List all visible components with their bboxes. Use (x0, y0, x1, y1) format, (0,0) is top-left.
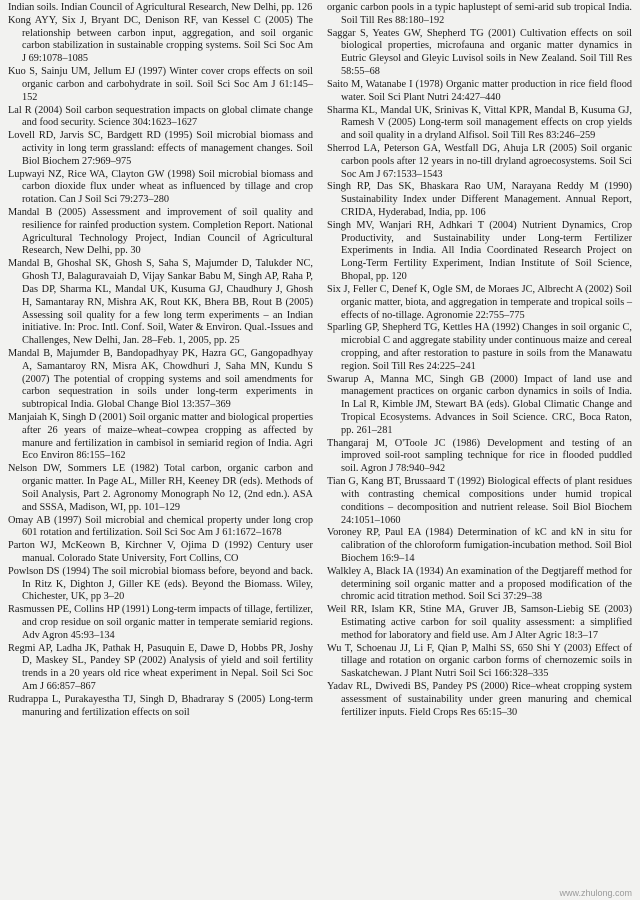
reference-entry: Saito M, Watanabe I (1978) Organic matter production in rice field flood water. Soil Sci Plant Nutri 24:427–440 (327, 78, 632, 103)
reference-entry: Sharma KL, Mandal UK, Srinivas K, Vittal KPR, Mandal B, Kusuma GJ, Ramesh V (2005) Long-term soil management effects on crop yields and soil quality in a dryland Alfisol. Soil Till Res 83:246–259 (327, 104, 632, 142)
reference-entry: organic carbon pools in a typic haplustept of semi-arid sub tropical India. Soil Till Res 88:180–192 (327, 2, 632, 26)
reference-entry: Mandal B, Ghoshal SK, Ghosh S, Saha S, Majumder D, Talukder NC, Ghosh TJ, Balaguravaiah D, Vijay Sankar Babu M, Singh AP, Raha P, Das DP, Sharma KL, Mandal UK, Kusuma GJ, Chaudhury J, Ghosh H, Samantaray RN, Mishra AK, Rout KK, Bhera BB, Rout B (2005) Assessing soil quality for a few long term experiments – an Indian initiative. In: Proc. Intl. Conf. Soil, Water & Environ. Qual.-Issues and Challenges, New Delhi, Jan. 28–Feb. 1, 2005, pp. 25 (8, 258, 313, 347)
reference-entry: Saggar S, Yeates GW, Shepherd TG (2001) Cultivation effects on soil biological properties, microfauna and organic matter dynamics in Eutric Gleysol and Gleyic Luvisol soils in New Zealand. Soil Till Res 58:55–68 (327, 27, 632, 78)
reference-entry: Nelson DW, Sommers LE (1982) Total carbon, organic carbon and organic matter. In Page AL, Miller RH, Keeney DR (eds). Methods of Soil Analysis, Part 2. Agronomy Monograph No 12, (2nd edn.). ASA and SSSA, Madison, WI, pp. 101–129 (8, 463, 313, 513)
reference-entry: Mandal B, Majumder B, Bandopadhyay PK, Hazra GC, Gangopadhyay A, Samantaroy RN, Misra AK, Chowdhuri J, Saha MN, Kundu S (2007) The potential of cropping systems and soil amendments for carbon sequestration in soils under long-term experiments in subtropical India. Global Change Biol 13:357–369 (8, 347, 313, 411)
reference-entry: Tian G, Kang BT, Brussaard T (1992) Biological effects of plant residues with contrasting chemical compositions under humid tropical conditions – decomposition and nutrient release. Soil Biol Biochem 24:1051–1060 (327, 476, 632, 526)
reference-entry: Walkley A, Black IA (1934) An examination of the Degtjareff method for determining soil organic matter and a proposed modification of the chromic acid titration method. Soil Sci 37:29–38 (327, 565, 632, 603)
reference-entry: Regmi AP, Ladha JK, Pathak H, Pasuquin E, Dawe D, Hobbs PR, Joshy D, Maskey SL, Pandey SP (2002) Analysis of yield and soil fertility trends in a 20 years old rice wheat experiment in Nepal. Soil Sci Soc Am J 66:857–867 (8, 642, 313, 693)
reference-entry: Lal R (2004) Soil carbon sequestration impacts on global climate change and food security. Science 304:1623–1627 (8, 104, 313, 129)
reference-entry: Sherrod LA, Peterson GA, Westfall DG, Ahuja LR (2005) Soil organic carbon pools after 12 years in no-till dryland agroecosystems. Soil Sci Soc Am J 67:1533–1543 (327, 142, 632, 180)
reference-entry: Singh MV, Wanjari RH, Adhkari T (2004) Nutrient Dynamics, Crop Productivity, and Sustainability under Long-term Fertilizer Experiments in India. All India Coordinated Research Project on Long-Term Fertility Experiment, Indian Institute of Soil Science, Bhopal, pp. 120 (327, 219, 632, 283)
reference-entry: Rasmussen PE, Collins HP (1991) Long-term impacts of tillage, fertilizer, and crop residue on soil organic matter in temperate semiarid regions. Adv Agron 45:93–134 (8, 604, 313, 641)
reference-entry: Sparling GP, Shepherd TG, Kettles HA (1992) Changes in soil organic C, microbial C and aggregate stability under continuous maize and cereal cropping, and after restoration to pasture in soils from the Manawatu region. Soil Till Res 24:225–241 (327, 322, 632, 372)
reference-entry: Rudrappa L, Purakayestha TJ, Singh D, Bhadraray S (2005) Long-term manuring and fertilization effects on soil (8, 693, 313, 718)
reference-entry: Parton WJ, McKeown B, Kirchner V, Ojima D (1992) Century user manual. Colorado State University, Fort Collins, CO (8, 540, 313, 564)
reference-entry: Voroney RP, Paul EA (1984) Determination of kC and kN in situ for calibration of the chloroform fumigation-incubation method. Soil Biol Biochem 16:9–14 (327, 527, 632, 564)
reference-entry: Omay AB (1997) Soil microbial and chemical property under long crop 601 rotation and fertilization. Soil Sci Soc Am J 61:1672–1678 (8, 514, 313, 539)
reference-entry: Kong AYY, Six J, Bryant DC, Denison RF, van Kessel C (2005) The relationship between carbon input, aggregation, and soil organic carbon stabilization in sustainable cropping systems. Soil Sci Soc Am J 69:1078–1085 (8, 14, 313, 65)
reference-entry: Six J, Feller C, Denef K, Ogle SM, de Moraes JC, Albrecht A (2002) Soil organic matter, biota, and aggregation in temperate and tropical soils – effects of no-tillage. Agronomie 22:755–775 (327, 283, 632, 321)
reference-entry: Weil RR, Islam KR, Stine MA, Gruver JB, Samson-Liebig SE (2003) Estimating active carbon for soil quality assessment: a simplified method for laboratory and field use. Am J Alter Agric 18:3–17 (327, 604, 632, 641)
reference-entry: Kuo S, Sainju UM, Jellum EJ (1997) Winter cover crops effects on soil organic carbon and carbohydrate in soil. Soil Sci Soc Am J 61:145–152 (8, 66, 313, 103)
reference-entry: Manjaiah K, Singh D (2001) Soil organic matter and biological properties after 26 years of maize–wheat–cowpea cropping as affected by manure and fertilization in cambisol in semiarid region of India. Agri Eco Environ 86:155–162 (8, 412, 313, 462)
reference-entry: Yadav RL, Dwivedi BS, Pandey PS (2000) Rice–wheat cropping system assessment of sustainability under green manuring and chemical fertilizer inputs. Field Crops Res 65:15–30 (327, 681, 632, 718)
reference-entry: Powlson DS (1994) The soil microbial biomass before, beyond and back. In Ritz K, Dighton J, Giller KE (eds). Beyond the Biomass. Wiley, Chichester, UK, pp 3–20 (8, 565, 313, 603)
reference-entry: Lupwayi NZ, Rice WA, Clayton GW (1998) Soil microbial biomass and carbon dioxide flux under wheat as influenced by tillage and crop rotation. Can J Soil Sci 79:273–280 (8, 168, 313, 206)
reference-entry: Mandal B (2005) Assessment and improvement of soil quality and resilience for rainfed production system. Completion Report. National Agricultural Technology Project, Indian Council of Agricultural Research, New Delhi, pp. 30 (8, 207, 313, 257)
reference-entry: Swarup A, Manna MC, Singh GB (2000) Impact of land use and management practices on organic carbon dynamics in soils of India. In Lal R, Kimble JM, Stewart BA (eds). Global Climatic Change and Tropical Ecosystems. Advances in Soil Science. CRC, Boca Raton, pp. 261–281 (327, 373, 632, 436)
reference-column-right (327, 2, 632, 900)
watermark: www.zhulong.com (559, 888, 632, 898)
reference-entry: Singh RP, Das SK, Bhaskara Rao UM, Narayana Reddy M (1990) Sustainability Index under Different Management. Annual Report, CRIDA, Hyderabad, India, pp. 106 (327, 181, 632, 218)
reference-entry: Thangaraj M, O'Toole JC (1986) Development and testing of an improved soil-root sampling technique for rice in flooded puddled soil. Agron J 78:940–942 (327, 437, 632, 475)
reference-entry: Indian soils. Indian Council of Agricultural Research, New Delhi, pp. 126 (8, 2, 313, 13)
reference-column-left (8, 2, 313, 900)
reference-entry: Lovell RD, Jarvis SC, Bardgett RD (1995) Soil microbial biomass and activity in long term grassland: effects of management changes. Soil Biol Biochem 27:969–975 (8, 130, 313, 167)
reference-entry: Wu T, Schoenau JJ, Li F, Qian P, Malhi SS, 650 Shi Y (2003) Effect of tillage and rotation on organic carbon forms of chernozemic soils in Saskatchewan. J Plant Nutri Soil Sci 166:328–335 (327, 642, 632, 680)
